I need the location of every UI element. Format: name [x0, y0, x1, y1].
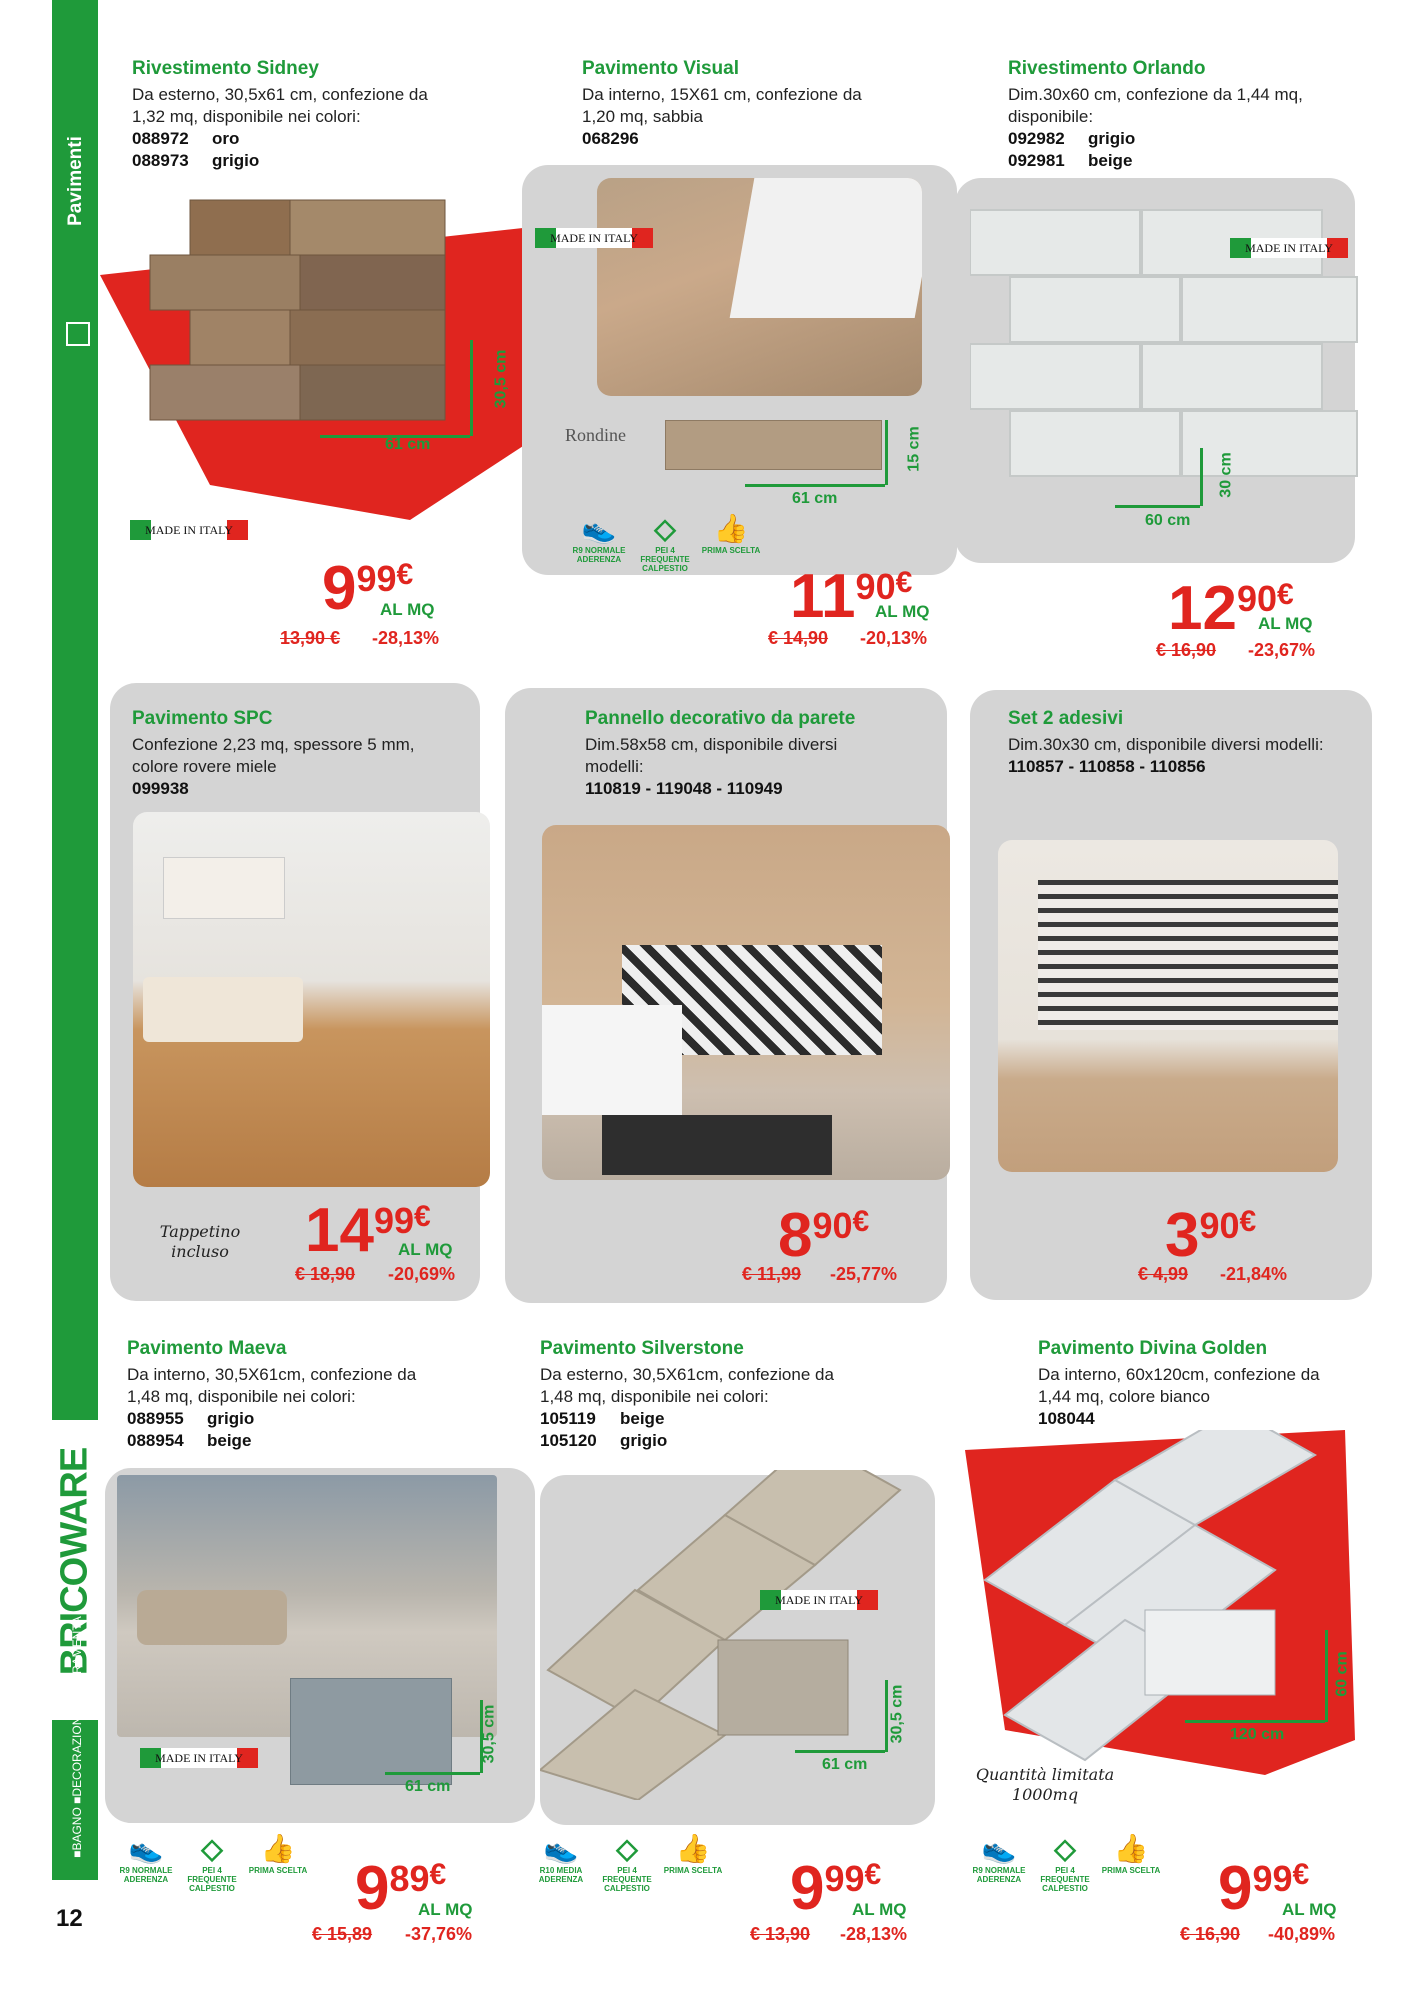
price-unit: AL MQ	[1282, 1900, 1337, 1919]
badge-pei: ◇ PEI 4 FREQUENTE CALPESTIO	[181, 1832, 243, 1893]
plank-sample	[665, 420, 882, 470]
product-description: Dim.30x60 cm, confezione da 1,44 mq, disponibile:	[1008, 85, 1303, 126]
room-photo	[998, 840, 1338, 1172]
product-price: 390€	[1165, 1201, 1257, 1270]
product-price: 1290€	[1168, 574, 1294, 643]
product-description: Da esterno, 30,5X61cm, confezione da 1,48 mq, disponibile nei colori:	[540, 1365, 834, 1406]
tile-icon	[66, 322, 90, 346]
old-price: 13,90 €	[280, 628, 341, 648]
product-note: Quantità limitata 1000mq	[975, 1765, 1115, 1804]
shoe-icon: 👟	[128, 1833, 164, 1864]
floor-photo	[597, 178, 922, 396]
made-in-italy-flag: MADE IN ITALY	[130, 520, 248, 540]
badge-pei: ◇ PEI 4 FREQUENTE CALPESTIO	[1034, 1832, 1096, 1893]
bottom-categories-text: ■BAGNO ■DECORAZIONE ■FERRAMENTA	[70, 1616, 84, 1858]
product-codes: 088972 oro 088973 grigio	[132, 129, 260, 170]
category-label	[56, 110, 96, 270]
badge-prima-scelta: 👍 PRIMA SCELTA	[248, 1833, 308, 1875]
dimension-height: 30,5 cm	[480, 1704, 498, 1764]
badge-prima-scelta: 👍 PRIMA SCELTA	[701, 513, 761, 555]
discount: -28,13%	[840, 1924, 908, 1944]
product-note: Tappetino incluso	[159, 1222, 241, 1261]
dimension-width: 61 cm	[792, 490, 838, 507]
shoe-icon: 👟	[981, 1833, 1017, 1864]
product-title: Rivestimento Sidney	[132, 58, 319, 79]
product-title: Pavimento Silverstone	[540, 1338, 744, 1359]
product-code: 099938	[132, 779, 189, 798]
discount: -40,89%	[1268, 1924, 1336, 1944]
dimension-height: 30,5 cm	[888, 1684, 906, 1744]
product-price: 1190€	[790, 562, 913, 631]
badge-aderenza: 👟 R9 NORMALE ADERENZA	[568, 512, 630, 564]
dimension-width: 60 cm	[1145, 512, 1191, 529]
width-arrow	[795, 1750, 885, 1753]
diamond-icon: ◇	[654, 513, 676, 544]
badge-prima-scelta: 👍 PRIMA SCELTA	[1101, 1833, 1161, 1875]
product-description: Dim.58x58 cm, disponibile diversi modelli:	[585, 735, 838, 776]
product-visual	[100, 195, 540, 525]
height-arrow	[1200, 448, 1203, 506]
discount: -21,84%	[1220, 1264, 1288, 1284]
old-price: € 18,90	[295, 1264, 356, 1284]
badge-aderenza: 👟 R10 MEDIA ADERENZA	[530, 1832, 592, 1884]
product-code: 110857 - 110858 - 110856	[1008, 757, 1206, 776]
badge-prima-scelta: 👍 PRIMA SCELTA	[663, 1833, 723, 1875]
price-unit: AL MQ	[418, 1900, 473, 1919]
discount: -20,69%	[388, 1264, 456, 1284]
tile-sample	[290, 1678, 452, 1785]
product-title: Pavimento SPC	[132, 708, 273, 729]
product-codes: 105119 beige 105120 grigio	[540, 1409, 668, 1450]
thumbs-up-icon: 👍	[713, 513, 749, 544]
dimension-height: 30,5 cm	[492, 349, 510, 409]
height-arrow	[470, 340, 473, 436]
made-in-italy-flag: MADE IN ITALY	[1230, 238, 1348, 258]
thumbs-up-icon: 👍	[1113, 1833, 1149, 1864]
room-photo	[542, 825, 950, 1180]
product-price: 1499€	[305, 1196, 431, 1265]
discount: -23,67%	[1248, 640, 1316, 660]
dimension-height: 15 cm	[905, 426, 923, 472]
dimension-height: 60 cm	[1333, 1651, 1351, 1697]
product-description: Da esterno, 30,5x61 cm, confezione da 1,32 mq, disponibile nei colori:	[132, 85, 428, 126]
rondine-logo: Rondine	[565, 425, 626, 445]
brand-name: BRICOWARE	[53, 1447, 96, 1676]
product-price: 989€	[355, 1854, 447, 1923]
bottom-categories	[52, 1616, 98, 1880]
badge-pei: ◇ PEI 4 FREQUENTE CALPESTIO	[634, 512, 696, 573]
dimension-height: 30 cm	[1217, 452, 1235, 498]
width-arrow	[1185, 1720, 1325, 1723]
product-description: Da interno, 15X61 cm, confezione da 1,20 mq, sabbia	[582, 85, 862, 126]
shoe-icon: 👟	[581, 513, 617, 544]
price-unit: AL MQ	[875, 602, 930, 621]
product-title: Rivestimento Orlando	[1008, 58, 1206, 79]
dimension-width: 61 cm	[385, 436, 431, 453]
diamond-icon: ◇	[616, 1833, 638, 1864]
thumbs-up-icon: 👍	[260, 1833, 296, 1864]
diamond-icon: ◇	[1054, 1833, 1076, 1864]
product-title: Pannello decorativo da parete	[585, 708, 856, 729]
page-number: 12	[56, 1905, 83, 1932]
badge-aderenza: 👟 R9 NORMALE ADERENZA	[115, 1832, 177, 1884]
old-price: € 14,90	[768, 628, 829, 648]
width-arrow	[745, 484, 885, 487]
product-badges	[115, 1832, 315, 1902]
product-price: 999€	[1218, 1854, 1310, 1923]
product-title: Pavimento Maeva	[127, 1338, 287, 1359]
dimension-width: 61 cm	[822, 1756, 868, 1773]
dimension-width: 120 cm	[1230, 1726, 1285, 1743]
product-badges	[968, 1832, 1168, 1902]
discount: -28,13%	[372, 628, 440, 648]
product-title: Pavimento Visual	[582, 58, 739, 79]
old-price: € 16,90	[1180, 1924, 1241, 1944]
made-in-italy-flag: MADE IN ITALY	[535, 228, 653, 248]
product-title: Set 2 adesivi	[1008, 708, 1124, 729]
product-description: Dim.30x30 cm, disponibile diversi modelli:	[1008, 735, 1324, 754]
product-codes: 092982 grigio 092981 beige	[1008, 129, 1136, 170]
old-price: € 11,99	[742, 1264, 802, 1284]
product-code: 108044	[1038, 1409, 1095, 1428]
product-code: 068296	[582, 129, 639, 148]
discount: -37,76%	[405, 1924, 473, 1944]
product-price: 999€	[790, 1854, 882, 1923]
width-arrow	[1115, 505, 1200, 508]
product-description: Da interno, 60x120cm, confezione da 1,44 mq, colore bianco	[1038, 1365, 1320, 1406]
height-arrow	[885, 420, 888, 485]
dimension-width: 61 cm	[405, 1778, 451, 1795]
product-badges	[530, 1832, 730, 1902]
made-in-italy-flag: MADE IN ITALY	[760, 1590, 878, 1610]
category-text: Pavimenti	[65, 136, 86, 226]
badge-aderenza: 👟 R9 NORMALE ADERENZA	[968, 1832, 1030, 1884]
shoe-icon: 👟	[543, 1833, 579, 1864]
thumbs-up-icon: 👍	[675, 1833, 711, 1864]
room-photo	[133, 812, 490, 1187]
badge-pei: ◇ PEI 4 FREQUENTE CALPESTIO	[596, 1832, 658, 1893]
price-unit: AL MQ	[852, 1900, 907, 1919]
discount: -20,13%	[860, 628, 928, 648]
product-codes: 088955 grigio 088954 beige	[127, 1409, 255, 1450]
diamond-icon: ◇	[201, 1833, 223, 1864]
product-price: 890€	[778, 1201, 870, 1270]
product-visual	[540, 1470, 960, 1800]
product-visual	[965, 1430, 1375, 1775]
price-unit: AL MQ	[1258, 614, 1313, 633]
made-in-italy-flag: MADE IN ITALY	[140, 1748, 258, 1768]
height-arrow	[1325, 1630, 1328, 1722]
price-unit: AL MQ	[398, 1240, 453, 1259]
product-description: Da interno, 30,5X61cm, confezione da 1,48 mq, disponibile nei colori:	[127, 1365, 417, 1406]
old-price: € 15,89	[312, 1924, 373, 1944]
old-price: € 16,90	[1156, 640, 1217, 660]
product-badges	[568, 512, 768, 582]
discount: -25,77%	[830, 1264, 898, 1284]
product-price: 999€	[322, 554, 414, 623]
product-title: Pavimento Divina Golden	[1038, 1338, 1268, 1359]
product-description: Confezione 2,23 mq, spessore 5 mm, colore rovere miele	[132, 735, 415, 776]
old-price: € 4,99	[1138, 1264, 1189, 1284]
old-price: € 13,90	[750, 1924, 811, 1944]
price-unit: AL MQ	[380, 600, 435, 619]
width-arrow	[385, 1772, 480, 1775]
product-code: 110819 - 119048 - 110949	[585, 779, 783, 798]
